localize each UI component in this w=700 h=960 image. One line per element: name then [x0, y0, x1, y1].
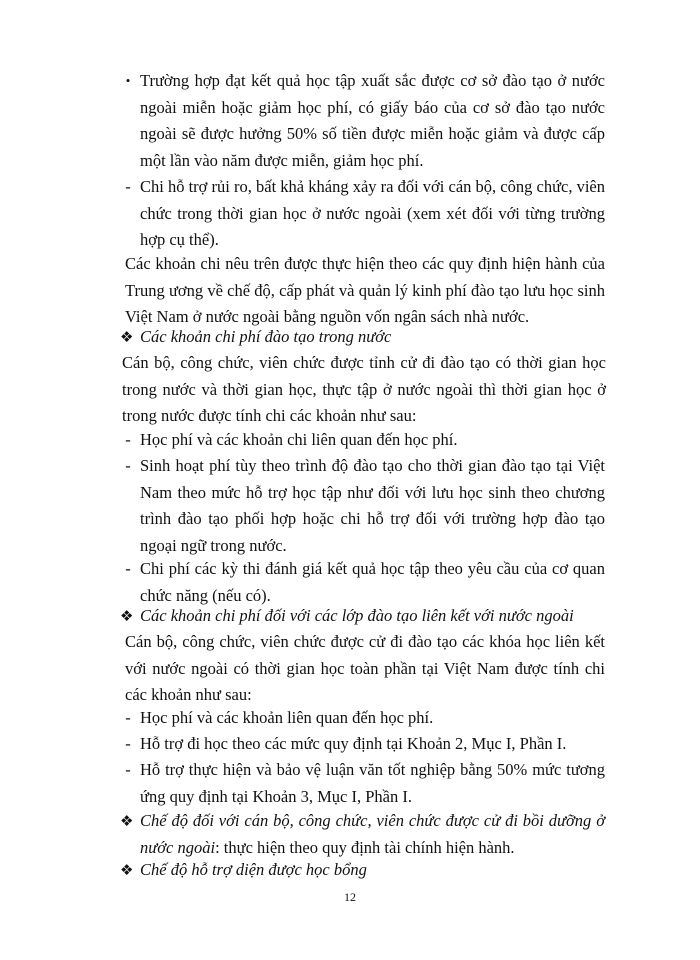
paragraph — [125, 629, 605, 709]
page-number: 12 — [344, 890, 356, 904]
diamond-bullet-icon: ❖ — [120, 861, 134, 879]
heading-text: Các khoản chi phí đối với các lớp đào tạo liên kết với nước ngoài — [140, 606, 574, 625]
dash-marker: - — [125, 430, 131, 449]
dash-marker: - — [125, 177, 131, 196]
diamond-bullet-icon: ❖ — [120, 328, 134, 346]
list-item — [125, 705, 605, 732]
section-heading — [120, 808, 605, 861]
dash-marker: - — [125, 708, 131, 727]
paragraph — [125, 251, 605, 331]
paragraph-text: Cán bộ, công chức, viên chức được cử đi đào tạo các khóa học liên kết với nước ngoài có thời gian học toàn phần tại Việt Nam được tính chi các khoản như sau: — [125, 632, 605, 704]
bullet-marker: • — [125, 73, 131, 88]
diamond-bullet-icon: ❖ — [120, 812, 134, 830]
list-item-text: Hỗ trợ đi học theo các mức quy định tại Khoản 2, Mục I, Phần I. — [140, 734, 567, 753]
heading-text: Các khoản chi phí đào tạo trong nước — [140, 327, 392, 346]
list-item — [125, 556, 605, 609]
dash-marker: - — [125, 559, 131, 578]
list-item — [125, 453, 605, 559]
list-item — [125, 427, 605, 454]
paragraph-text: Các khoản chi nêu trên được thực hiện theo các quy định hiện hành của Trung ương về chế độ, cấp phát và quản lý kinh phí đào tạo lưu học sinh Việt Nam ở nước ngoài bằng nguồn vốn ngân sách nhà nước. — [125, 254, 605, 326]
list-item-text: Hỗ trợ thực hiện và bảo vệ luận văn tốt nghiệp bằng 50% mức tương ứng quy định tại Khoản 3, Mục I, Phần I. — [140, 760, 605, 806]
list-item — [125, 174, 605, 254]
section-heading — [120, 603, 620, 630]
list-item-text: Học phí và các khoản chi liên quan đến học phí. — [140, 430, 458, 449]
list-item-text: Học phí và các khoản liên quan đến học phí. — [140, 708, 434, 727]
list-item-text: Trường hợp đạt kết quả học tập xuất sắc được cơ sở đào tạo ở nước ngoài miễn hoặc giảm học phí, có giấy báo của cơ sở đào tạo nước ngoài sẽ được hưởng 50% số tiền được miễn hoặc giảm và được cấp một lần vào năm được miễn, giảm học phí. — [140, 71, 605, 170]
dash-marker: - — [125, 456, 131, 475]
list-item-text: Sinh hoạt phí tùy theo trình độ đào tạo cho thời gian đào tạo tại Việt Nam theo mức hỗ trợ học tập như đối với lưu học sinh theo chương trình đào tạo phối hợp hoặc chi hỗ trợ đối với trường hợp đào tạo ngoại ngữ trong nước. — [140, 456, 605, 555]
paragraph-text: Cán bộ, công chức, viên chức được tỉnh cử đi đào tạo có thời gian học trong nước và thời gian học, thực tập ở nước ngoài thì thời gian học ở trong nước được tính chi các khoản như sau: — [122, 353, 606, 425]
section-heading — [120, 857, 620, 884]
paragraph — [122, 350, 606, 430]
dash-marker: - — [125, 760, 131, 779]
list-item — [125, 68, 605, 174]
dash-marker: - — [125, 734, 131, 753]
heading-text: Chế độ đối với cán bộ, công chức, viên chức được cử đi bồi dưỡng ở nước ngoài — [140, 811, 605, 857]
list-item — [125, 731, 605, 758]
heading-suffix: : thực hiện theo quy định tài chính hiện hành. — [215, 837, 515, 857]
section-heading — [120, 324, 620, 351]
diamond-bullet-icon: ❖ — [120, 607, 134, 625]
heading-text: Chế độ hỗ trợ diện được học bổng — [140, 860, 367, 879]
list-item-text: Chi phí các kỳ thi đánh giá kết quả học tập theo yêu cầu của cơ quan chức năng (nếu có). — [140, 559, 605, 605]
list-item-text: Chi hỗ trợ rủi ro, bất khả kháng xảy ra đối với cán bộ, công chức, viên chức trong thời gian học ở nước ngoài (xem xét đối với từng trường hợp cụ thể). — [140, 177, 605, 249]
list-item — [125, 757, 605, 810]
